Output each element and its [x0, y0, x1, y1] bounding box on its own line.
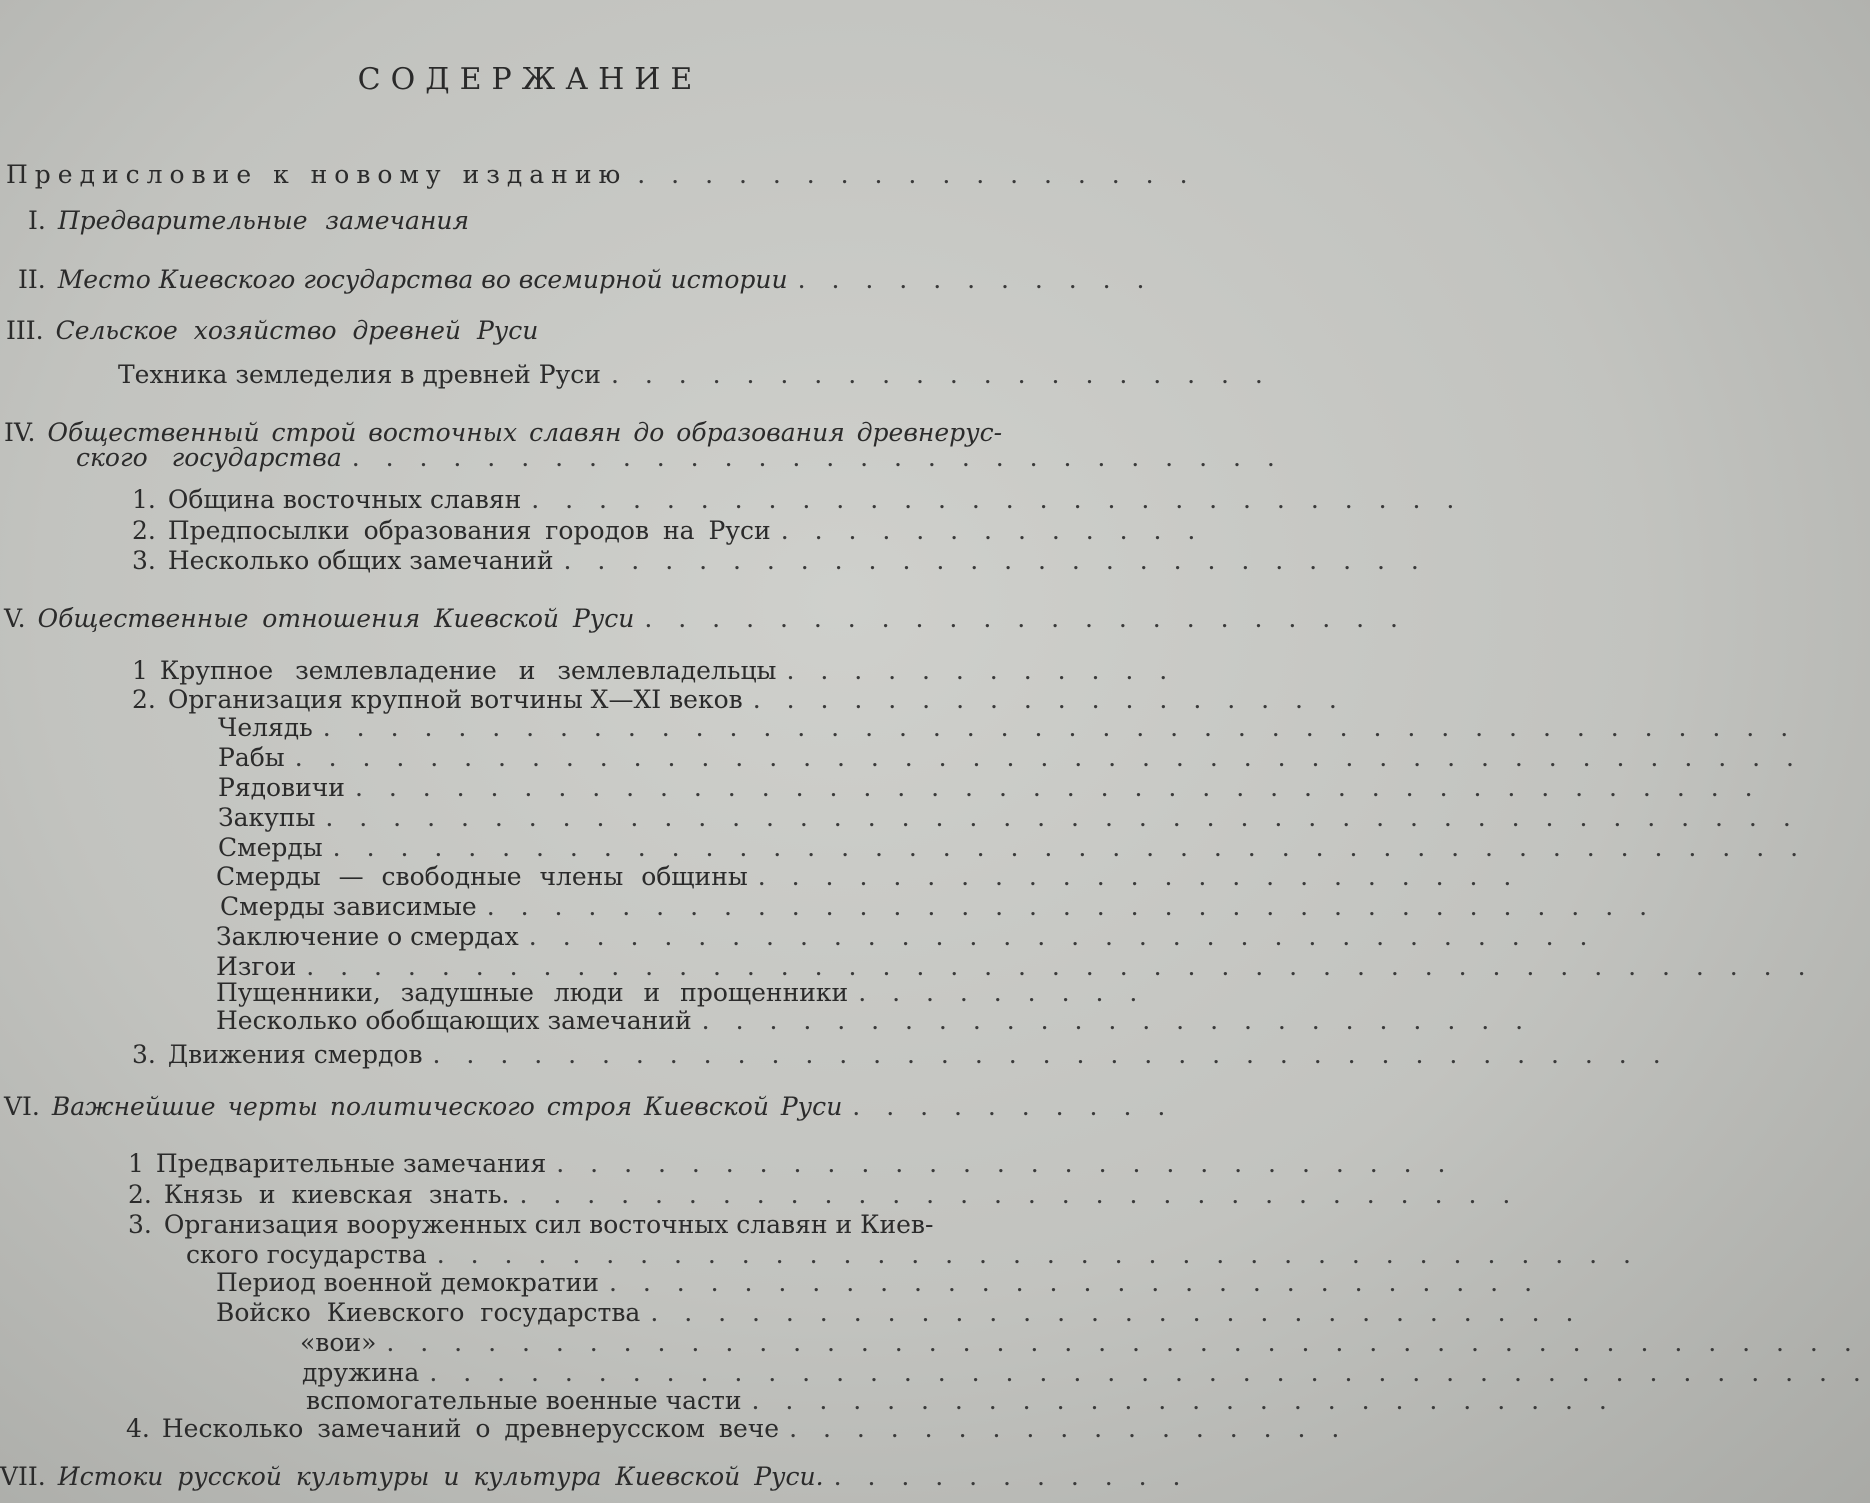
- toc-leader-dots: . . . . . . . . . . . . . . . . . . . . . . . . . . . . . . . . . . . .: [436, 1240, 1640, 1269]
- toc-entry-text: Важнейшие черты политического строя Киевской Руси: [51, 1092, 843, 1121]
- toc-leader-dots: . . . . . . . . . . . . . . . . . . . . . . . . . . . . . . . . . . . . . . . . . . . . .: [294, 743, 1803, 772]
- toc-leader-dots: . . . . . . . . . . . . . . . . . . . . . . . . . . . . . . . . . . . . . . . . . . . .: [322, 713, 1798, 742]
- toc-leader-dots: . . . . . . . . . .: [852, 1092, 1175, 1121]
- toc-entry-section: [132, 516, 1205, 546]
- toc-entry-section: [132, 685, 1346, 715]
- toc-entry-number: 1: [128, 1149, 144, 1178]
- toc-entry-text: Несколько замечаний о древнерусском вече: [161, 1414, 780, 1443]
- toc-entry-section-continued: [186, 1240, 1640, 1270]
- toc-entry-text: Закупы: [218, 803, 316, 832]
- toc-leader-dots: . . . . . . . . . . . . . . . . . . . . . . . . . .: [563, 546, 1428, 575]
- toc-leader-dots: . . . . . . . . . . .: [797, 265, 1154, 294]
- toc-entry-section: [128, 1180, 1520, 1210]
- toc-entry-text: Техника земледелия в древней Руси: [118, 360, 601, 389]
- toc-entry-text: Рядовичи: [218, 773, 345, 802]
- toc-entry-chapter-6: [4, 1092, 1175, 1122]
- toc-leader-dots: . . . . . . . . . . . . . . . . . . . . . . .: [644, 604, 1407, 633]
- toc-leader-dots: . . . . . . . . . . .: [833, 1462, 1190, 1491]
- toc-leader-dots: . . . . . . . . . . . . . . . . .: [637, 160, 1197, 189]
- page-title: СОДЕРЖАНИЕ: [357, 62, 703, 97]
- toc-leader-dots: . . . . . . . . . . . . . . . . . .: [752, 685, 1346, 714]
- toc-entry-number: III.: [6, 316, 44, 345]
- toc-leader-dots: . . . . . . . . . . . . . . . . . . . . . . . . . . . .: [351, 443, 1284, 472]
- toc-entry-text: Период военной демократии: [216, 1268, 599, 1297]
- toc-entry-number: 1.: [132, 485, 156, 514]
- toc-entry-text: Предпосылки образования городов на Руси: [167, 516, 771, 545]
- toc-entry-subsection: [218, 773, 1762, 803]
- toc-entry-subsubsection: [306, 1386, 1616, 1416]
- toc-entry-text: Община восточных славян: [167, 485, 522, 514]
- toc-entry-subsection: [216, 978, 1147, 1008]
- toc-leader-dots: . . . . . . . . . . . . . . . . . . . . . . . . . . . . . . . . . . . . . . . . . . . . .: [306, 952, 1815, 981]
- toc-entry-text: Предварительные замечания: [155, 1149, 547, 1178]
- toc-leader-dots: . . . . . . . . . . . . . . . . . . . .: [610, 360, 1272, 389]
- toc-leader-dots: . . . . . . . . . . . . . . . . . . . . . . . . . . . . . . . . . . . . . . . . . . . .: [325, 803, 1800, 832]
- toc-entry-number: 1: [132, 656, 148, 685]
- toc-leader-dots: . . . . . . . . . . . . . . . . . . . . . . . . . . .: [556, 1149, 1455, 1178]
- toc-entry-number: I.: [28, 206, 46, 235]
- toc-entry-number: 2.: [132, 685, 156, 714]
- toc-leader-dots: . . . . . . . . . . . . . . . . . . . . . . . . . . . .: [650, 1298, 1583, 1327]
- toc-entry-text: Движения смердов: [167, 1040, 423, 1069]
- toc-entry-text: Князь и киевская знать.: [163, 1180, 510, 1209]
- toc-entry-text: ского государства: [186, 1240, 427, 1269]
- toc-entry-number: 3.: [132, 1040, 156, 1069]
- toc-entry-number: 3.: [132, 546, 156, 575]
- toc-entry-text: Несколько общих замечаний: [167, 546, 554, 575]
- toc-entry-text: Смерды: [218, 833, 323, 862]
- toc-entry-chapter-3: [6, 316, 982, 346]
- toc-entry-text: Организация вооруженных сил восточных славян и Киев-: [163, 1210, 934, 1239]
- toc-leader-dots: . . . . . . . . . . . . . . . . . . . . . . .: [757, 862, 1521, 891]
- toc-entry-section: [118, 360, 1272, 390]
- toc-entry-section: [132, 546, 1428, 576]
- toc-entry-number: 3.: [128, 1210, 152, 1239]
- toc-entry-text: Предисловие к новому изданию: [6, 160, 628, 189]
- toc-leader-dots: . . . . . . . . . . . . . . . . . . . . . . . . . . . .: [531, 485, 1464, 514]
- toc-entry-subsection: [218, 833, 1808, 863]
- toc-leader-dots: . . . . . . . . . . . . . . . . .: [789, 1414, 1349, 1443]
- toc-entry-text: Сельское хозяйство древней Руси: [55, 316, 539, 345]
- toc-entry-subsubsection: [300, 1328, 1861, 1358]
- toc-entry-number: 2.: [132, 516, 156, 545]
- toc-entry-subsection: [218, 743, 1803, 773]
- toc-entry-subsection: [216, 862, 1521, 892]
- toc-entry-text: Смерды зависимые: [220, 892, 477, 921]
- toc-entry-text: Рабы: [218, 743, 285, 772]
- toc-entry-subsubsection: [302, 1358, 1870, 1388]
- toc-leader-dots: . . . . . . . . . . . .: [786, 656, 1177, 685]
- toc-entry-preface: [6, 160, 1197, 190]
- toc-entry-subsection: [216, 1268, 1542, 1298]
- toc-entry-text: Место Киевского государства во всемирной истории: [57, 265, 788, 294]
- toc-entry-number: IV.: [4, 418, 36, 447]
- toc-entry-text: Крупное землевладение и землевладельцы: [159, 656, 777, 685]
- toc-entry-chapter-7: [0, 1462, 1190, 1492]
- toc-leader-dots: . . . . . . . . . . . . . . . . . . . . . . . . .: [701, 1006, 1533, 1035]
- toc-entry-text: Изгои: [216, 952, 297, 981]
- toc-leader-dots: . . . . . . . . . . . . . . . . . . . . . . . . . . . . . . . . . . . . . . . . . .: [354, 773, 1762, 802]
- toc-entry-text: Смерды — свободные члены общины: [216, 862, 748, 891]
- toc-entry-section: [132, 656, 1177, 686]
- toc-entry-subsection: [220, 892, 1657, 922]
- toc-entry-text: Истоки русской культуры и культура Киевской Руси.: [57, 1462, 824, 1491]
- toc-entry-text: ского государства: [76, 443, 342, 472]
- toc-entry-text: Войско Киевского государства: [216, 1298, 641, 1327]
- toc-entry-subsection: [218, 803, 1800, 833]
- toc-entry-text: вспомогательные военные части: [306, 1386, 742, 1415]
- toc-entry-section: [132, 1040, 1670, 1070]
- toc-entry-subsection: [216, 1298, 1583, 1328]
- toc-leader-dots: . . . . . . . . . . . . . . . . . . . . . . . . . . . . . . . . . . . . . . . . . . .: [429, 1358, 1870, 1387]
- toc-entry-text: Пущенники, задушные люди и прощенники: [216, 978, 849, 1007]
- toc-entry-subsection: [216, 1006, 1533, 1036]
- toc-entry-number: VII.: [0, 1462, 46, 1491]
- toc-entry-number: II.: [18, 265, 46, 294]
- toc-entry-number: V.: [4, 604, 26, 633]
- toc-entry-chapter-4-continued: [76, 443, 1284, 473]
- toc-leader-dots: . . . . . . . . . . . . . . . . . . . . . . . . . . . .: [608, 1268, 1542, 1297]
- toc-leader-dots: . . . . . . . . . . . . . . . . . . . . . . . . . . . . . .: [519, 1180, 1520, 1209]
- toc-leader-dots: . . . . . . . . . . . . . . . . . . . . . . . . . . . . . . . . . . . . . . . . . . . .: [332, 833, 1808, 862]
- toc-entry-chapter-5: [4, 604, 1407, 634]
- toc-entry-text: Челядь: [218, 713, 313, 742]
- toc-leader-dots: . . . . . . . . .: [858, 978, 1147, 1007]
- toc-entry-subsection: [216, 922, 1597, 952]
- toc-entry-number: VI.: [4, 1092, 40, 1121]
- toc-entry-subsection: [218, 713, 1798, 743]
- toc-entry-text: Общественный строй восточных славян до образования древнерус-: [47, 418, 1003, 447]
- toc-entry-chapter-1: [28, 206, 982, 236]
- toc-leader-dots: . . . . . . . . . . . . .: [780, 516, 1205, 545]
- toc-entry-number: 4.: [126, 1414, 150, 1443]
- toc-entry-text: Общественные отношения Киевской Руси: [37, 604, 635, 633]
- toc-entry-section: [128, 1149, 1455, 1179]
- toc-entry-text: «вои»: [300, 1328, 377, 1357]
- toc-entry-section: [128, 1210, 982, 1240]
- toc-entry-text: дружина: [302, 1358, 420, 1387]
- toc-entry-number: 2.: [128, 1180, 152, 1209]
- toc-entry-text: Несколько обобщающих замечаний: [216, 1006, 692, 1035]
- toc-leader-dots: . . . . . . . . . . . . . . . . . . . . . . . . . .: [751, 1386, 1616, 1415]
- toc-entry-text: Организация крупной вотчины X—XI веков: [167, 685, 743, 714]
- toc-entry-section: [126, 1414, 1349, 1444]
- toc-leader-dots: . . . . . . . . . . . . . . . . . . . . . . . . . . . . . . . . . . . . . . . . . . . .: [386, 1328, 1861, 1357]
- toc-entry-text: Предварительные замечания: [57, 206, 470, 235]
- toc-leader-dots: . . . . . . . . . . . . . . . . . . . . . . . . . . . . . . . . . . . . .: [432, 1040, 1670, 1069]
- toc-entry-section: [132, 485, 1464, 515]
- toc-entry-text: Заключение о смердах: [216, 922, 519, 951]
- toc-leader-dots: . . . . . . . . . . . . . . . . . . . . . . . . . . . . . . . . . . .: [486, 892, 1657, 921]
- toc-entry-chapter-2: [18, 265, 1154, 295]
- toc-leader-dots: . . . . . . . . . . . . . . . . . . . . . . . . . . . . . . . .: [528, 922, 1597, 951]
